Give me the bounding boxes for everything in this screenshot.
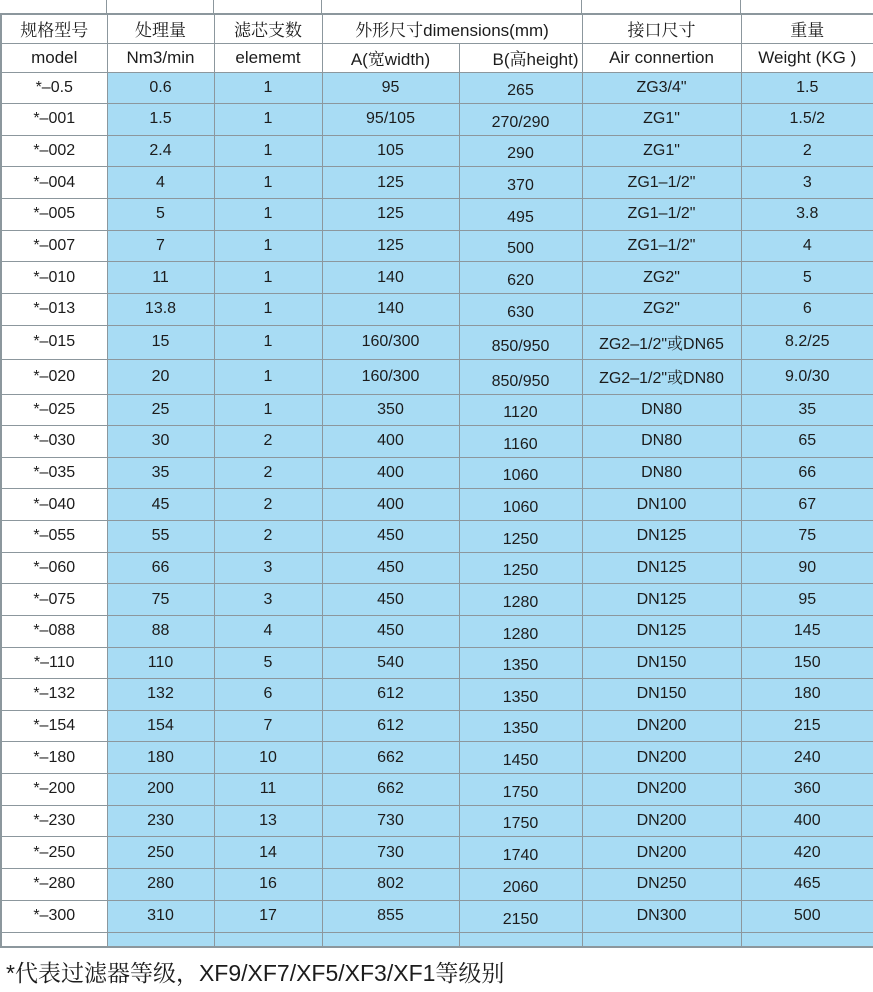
height-b-cell: 620	[459, 262, 582, 294]
model-cell: *–013	[1, 293, 107, 325]
width-a-cell: 400	[322, 457, 459, 489]
connection-cell: DN150	[582, 647, 741, 679]
table-row	[1, 774, 873, 806]
width-a-cell: 160/300	[322, 360, 459, 395]
flow-cell: 25	[107, 394, 214, 426]
width-a-cell: 612	[322, 710, 459, 742]
element-count-cell: 10	[214, 742, 322, 774]
flow-cell: 20	[107, 360, 214, 395]
table-row	[1, 837, 873, 869]
weight-cell: 67	[741, 489, 873, 521]
model-cell: *–088	[1, 615, 107, 647]
weight-cell: 95	[741, 584, 873, 616]
connection-cell: DN80	[582, 457, 741, 489]
model-cell: *–200	[1, 774, 107, 806]
weight-cell: 8.2/25	[741, 325, 873, 360]
weight-cell: 215	[741, 710, 873, 742]
flow-cell: 132	[107, 679, 214, 711]
model-cell: *–007	[1, 230, 107, 262]
element-count-cell: 2	[214, 457, 322, 489]
height-b-cell: 1280	[459, 615, 582, 647]
weight-cell: 360	[741, 774, 873, 806]
weight-cell: 2	[741, 135, 873, 167]
connection-cell: ZG1–1/2"	[582, 199, 741, 231]
connection-cell: DN200	[582, 837, 741, 869]
weight-cell: 5	[741, 262, 873, 294]
element-count-cell: 7	[214, 710, 322, 742]
height-b-cell: 1250	[459, 521, 582, 553]
width-a-cell: 730	[322, 805, 459, 837]
element-count-cell: 17	[214, 900, 322, 932]
table-row	[1, 679, 873, 711]
height-b-cell: 1280	[459, 584, 582, 616]
width-a-cell: 95/105	[322, 104, 459, 136]
header-connection-en: Air connertion	[582, 43, 741, 72]
flow-cell: 0.6	[107, 72, 214, 104]
width-a-cell: 125	[322, 167, 459, 199]
filter-grade-footnote: *代表过滤器等级，XF9/XF7/XF5/XF3/XF1等级别	[6, 960, 505, 986]
connection-cell: DN150	[582, 679, 741, 711]
width-a-cell: 802	[322, 868, 459, 900]
model-cell: *–001	[1, 104, 107, 136]
height-b-cell: 1250	[459, 552, 582, 584]
table-row	[1, 900, 873, 932]
flow-cell: 13.8	[107, 293, 214, 325]
header-height-b: B(高height)	[459, 43, 582, 72]
flow-cell: 5	[107, 199, 214, 231]
width-a-cell: 95	[322, 72, 459, 104]
weight-cell: 240	[741, 742, 873, 774]
connection-cell: DN125	[582, 552, 741, 584]
table-row	[1, 805, 873, 837]
height-b-cell: 265	[459, 72, 582, 104]
header-elements-en: elememt	[214, 43, 322, 72]
model-cell: *–250	[1, 837, 107, 869]
flow-cell: 45	[107, 489, 214, 521]
width-a-cell: 662	[322, 742, 459, 774]
width-a-cell: 450	[322, 521, 459, 553]
height-b-cell: 850/950	[459, 360, 582, 395]
weight-cell: 145	[741, 615, 873, 647]
filler-row	[1, 932, 873, 947]
filler-cell	[741, 932, 873, 947]
model-cell: *–055	[1, 521, 107, 553]
connection-cell: DN125	[582, 615, 741, 647]
height-b-cell: 1350	[459, 647, 582, 679]
connection-cell: DN80	[582, 426, 741, 458]
header-row-chinese	[1, 14, 873, 43]
flow-cell: 180	[107, 742, 214, 774]
weight-cell: 4	[741, 230, 873, 262]
element-count-cell: 3	[214, 584, 322, 616]
element-count-cell: 6	[214, 679, 322, 711]
model-cell: *–110	[1, 647, 107, 679]
model-cell: *–010	[1, 262, 107, 294]
weight-cell: 500	[741, 900, 873, 932]
flow-cell: 15	[107, 325, 214, 360]
width-a-cell: 400	[322, 426, 459, 458]
table-row	[1, 72, 873, 104]
width-a-cell: 350	[322, 394, 459, 426]
connection-cell: DN200	[582, 805, 741, 837]
height-b-cell: 2150	[459, 900, 582, 932]
height-b-cell: 1740	[459, 837, 582, 869]
connection-cell: ZG2–1/2"或DN80	[582, 360, 741, 395]
flow-cell: 88	[107, 615, 214, 647]
spec-table	[0, 13, 873, 948]
element-count-cell: 13	[214, 805, 322, 837]
connection-cell: DN200	[582, 710, 741, 742]
height-b-cell: 500	[459, 230, 582, 262]
element-count-cell: 1	[214, 360, 322, 395]
flow-cell: 30	[107, 426, 214, 458]
width-a-cell: 140	[322, 293, 459, 325]
width-a-cell: 662	[322, 774, 459, 806]
model-cell: *–060	[1, 552, 107, 584]
spec-table-filler	[1, 932, 873, 947]
header-flow-cn: 处理量	[107, 14, 214, 43]
element-count-cell: 16	[214, 868, 322, 900]
height-b-cell: 290	[459, 135, 582, 167]
weight-cell: 65	[741, 426, 873, 458]
table-row	[1, 360, 873, 395]
width-a-cell: 125	[322, 230, 459, 262]
element-count-cell: 1	[214, 394, 322, 426]
header-flow-unit: Nm3/min	[107, 43, 214, 72]
flow-cell: 154	[107, 710, 214, 742]
table-row	[1, 293, 873, 325]
weight-cell: 90	[741, 552, 873, 584]
gridline-stub	[581, 0, 582, 13]
connection-cell: ZG1"	[582, 104, 741, 136]
weight-cell: 9.0/30	[741, 360, 873, 395]
width-a-cell: 105	[322, 135, 459, 167]
element-count-cell: 2	[214, 489, 322, 521]
weight-cell: 75	[741, 521, 873, 553]
header-row-english	[1, 43, 873, 72]
weight-cell: 1.5	[741, 72, 873, 104]
height-b-cell: 1450	[459, 742, 582, 774]
connection-cell: DN80	[582, 394, 741, 426]
element-count-cell: 1	[214, 230, 322, 262]
connection-cell: DN125	[582, 584, 741, 616]
connection-cell: DN125	[582, 521, 741, 553]
element-count-cell: 11	[214, 774, 322, 806]
table-row	[1, 262, 873, 294]
element-count-cell: 5	[214, 647, 322, 679]
model-cell: *–180	[1, 742, 107, 774]
element-count-cell: 14	[214, 837, 322, 869]
height-b-cell: 1350	[459, 679, 582, 711]
filler-cell	[582, 932, 741, 947]
height-b-cell: 850/950	[459, 325, 582, 360]
header-model-en: model	[1, 43, 107, 72]
element-count-cell: 2	[214, 426, 322, 458]
spec-table-header	[1, 14, 873, 72]
table-row	[1, 742, 873, 774]
flow-cell: 280	[107, 868, 214, 900]
connection-cell: ZG1–1/2"	[582, 230, 741, 262]
table-row	[1, 615, 873, 647]
element-count-cell: 4	[214, 615, 322, 647]
connection-cell: DN100	[582, 489, 741, 521]
cropped-gridline-stubs	[0, 0, 873, 13]
flow-cell: 75	[107, 584, 214, 616]
spec-table-body	[1, 72, 873, 932]
flow-cell: 11	[107, 262, 214, 294]
header-model-cn: 规格型号	[1, 14, 107, 43]
connection-cell: ZG2–1/2"或DN65	[582, 325, 741, 360]
flow-cell: 110	[107, 647, 214, 679]
table-row	[1, 868, 873, 900]
width-a-cell: 612	[322, 679, 459, 711]
table-row	[1, 489, 873, 521]
element-count-cell: 1	[214, 199, 322, 231]
width-a-cell: 125	[322, 199, 459, 231]
flow-cell: 250	[107, 837, 214, 869]
model-cell: *–002	[1, 135, 107, 167]
element-count-cell: 3	[214, 552, 322, 584]
connection-cell: DN250	[582, 868, 741, 900]
weight-cell: 150	[741, 647, 873, 679]
element-count-cell: 1	[214, 135, 322, 167]
weight-cell: 180	[741, 679, 873, 711]
height-b-cell: 1060	[459, 457, 582, 489]
height-b-cell: 1750	[459, 805, 582, 837]
connection-cell: ZG1–1/2"	[582, 167, 741, 199]
width-a-cell: 450	[322, 615, 459, 647]
header-weight-en: Weight (KG )	[741, 43, 873, 72]
width-a-cell: 140	[322, 262, 459, 294]
model-cell: *–030	[1, 426, 107, 458]
weight-cell: 3.8	[741, 199, 873, 231]
filler-cell	[1, 932, 107, 947]
model-cell: *–132	[1, 679, 107, 711]
gridline-stub	[106, 0, 107, 13]
width-a-cell: 450	[322, 552, 459, 584]
width-a-cell: 450	[322, 584, 459, 616]
model-cell: *–230	[1, 805, 107, 837]
table-row	[1, 426, 873, 458]
element-count-cell: 1	[214, 167, 322, 199]
connection-cell: DN200	[582, 742, 741, 774]
filler-cell	[459, 932, 582, 947]
connection-cell: ZG3/4"	[582, 72, 741, 104]
height-b-cell: 630	[459, 293, 582, 325]
model-cell: *–004	[1, 167, 107, 199]
weight-cell: 3	[741, 167, 873, 199]
model-cell: *–075	[1, 584, 107, 616]
table-row	[1, 325, 873, 360]
table-row	[1, 230, 873, 262]
table-row	[1, 394, 873, 426]
model-cell: *–300	[1, 900, 107, 932]
element-count-cell: 1	[214, 293, 322, 325]
model-cell: *–154	[1, 710, 107, 742]
gridline-stub	[321, 0, 322, 13]
gridline-stub	[213, 0, 214, 13]
model-cell: *–005	[1, 199, 107, 231]
connection-cell: DN200	[582, 774, 741, 806]
table-row	[1, 552, 873, 584]
element-count-cell: 1	[214, 72, 322, 104]
table-row	[1, 457, 873, 489]
height-b-cell: 1350	[459, 710, 582, 742]
table-row	[1, 167, 873, 199]
header-weight-cn: 重量	[741, 14, 873, 43]
width-a-cell: 540	[322, 647, 459, 679]
width-a-cell: 730	[322, 837, 459, 869]
height-b-cell: 370	[459, 167, 582, 199]
element-count-cell: 1	[214, 104, 322, 136]
height-b-cell: 1060	[459, 489, 582, 521]
flow-cell: 2.4	[107, 135, 214, 167]
width-a-cell: 855	[322, 900, 459, 932]
flow-cell: 310	[107, 900, 214, 932]
header-width-a: A(宽width)	[322, 43, 459, 72]
weight-cell: 6	[741, 293, 873, 325]
model-cell: *–035	[1, 457, 107, 489]
element-count-cell: 2	[214, 521, 322, 553]
connection-cell: ZG1"	[582, 135, 741, 167]
flow-cell: 55	[107, 521, 214, 553]
model-cell: *–040	[1, 489, 107, 521]
height-b-cell: 1160	[459, 426, 582, 458]
flow-cell: 200	[107, 774, 214, 806]
flow-cell: 4	[107, 167, 214, 199]
height-b-cell: 1750	[459, 774, 582, 806]
table-row	[1, 584, 873, 616]
table-row	[1, 104, 873, 136]
height-b-cell: 1120	[459, 394, 582, 426]
header-connection-cn: 接口尺寸	[582, 14, 741, 43]
weight-cell: 465	[741, 868, 873, 900]
element-count-cell: 1	[214, 325, 322, 360]
filler-cell	[322, 932, 459, 947]
gridline-stub	[740, 0, 741, 13]
weight-cell: 66	[741, 457, 873, 489]
flow-cell: 230	[107, 805, 214, 837]
model-cell: *–280	[1, 868, 107, 900]
table-row	[1, 710, 873, 742]
weight-cell: 420	[741, 837, 873, 869]
connection-cell: DN300	[582, 900, 741, 932]
height-b-cell: 495	[459, 199, 582, 231]
flow-cell: 66	[107, 552, 214, 584]
element-count-cell: 1	[214, 262, 322, 294]
width-a-cell: 400	[322, 489, 459, 521]
header-elements-cn: 滤芯支数	[214, 14, 322, 43]
filler-cell	[214, 932, 322, 947]
model-cell: *–0.5	[1, 72, 107, 104]
connection-cell: ZG2"	[582, 262, 741, 294]
model-cell: *–025	[1, 394, 107, 426]
flow-cell: 1.5	[107, 104, 214, 136]
weight-cell: 35	[741, 394, 873, 426]
table-row	[1, 647, 873, 679]
model-cell: *–015	[1, 325, 107, 360]
filler-cell	[107, 932, 214, 947]
table-row	[1, 521, 873, 553]
flow-cell: 7	[107, 230, 214, 262]
connection-cell: ZG2"	[582, 293, 741, 325]
height-b-cell: 270/290	[459, 104, 582, 136]
width-a-cell: 160/300	[322, 325, 459, 360]
flow-cell: 35	[107, 457, 214, 489]
table-row	[1, 199, 873, 231]
weight-cell: 400	[741, 805, 873, 837]
header-dimensions: 外形尺寸dimensions(mm)	[322, 14, 582, 43]
weight-cell: 1.5/2	[741, 104, 873, 136]
model-cell: *–020	[1, 360, 107, 395]
height-b-cell: 2060	[459, 868, 582, 900]
table-row	[1, 135, 873, 167]
